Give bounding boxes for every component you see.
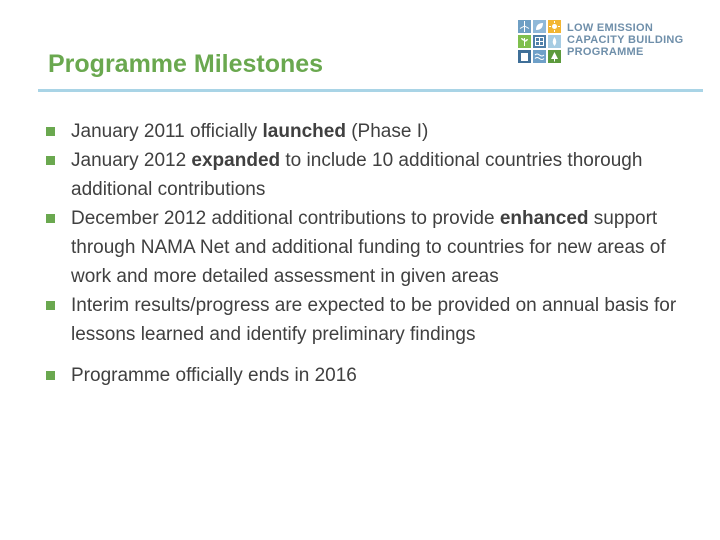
sun-icon	[548, 20, 561, 33]
square-bullet-icon	[46, 371, 55, 380]
drop-icon	[548, 35, 561, 48]
logo-line-3: PROGRAMME	[567, 46, 644, 58]
square-bullet-icon	[46, 156, 55, 165]
bullet-text: support through NAMA Net and additional funding to countries for new areas of work and more detailed assessment in given areas	[71, 208, 666, 287]
tree-icon	[548, 50, 561, 63]
bullet-emphasis: expanded	[191, 150, 281, 171]
logo-icon-grid	[518, 20, 561, 63]
bullet-text: December 2012 additional contributions to provide	[71, 208, 500, 229]
bullet-emphasis: enhanced	[499, 208, 589, 229]
bullet-text: January 2011 officially	[71, 121, 263, 142]
bullet-text: Programme officially ends in 2016	[71, 365, 357, 386]
bullet-text: January 2012	[71, 150, 192, 171]
wind-turbine-icon	[518, 20, 531, 33]
list-item	[44, 204, 704, 291]
bullet-text: to include 10 additional countries thorough additional contributions	[71, 150, 643, 200]
waves-icon	[533, 50, 546, 63]
bullet-text: Interim results/progress are expected to be provided on annual basis for lessons learned and identify preliminary findings	[71, 295, 677, 345]
slide-title: Programme Milestones	[48, 50, 324, 78]
list-item	[44, 146, 704, 204]
logo-line-1: LOW EMISSION	[567, 22, 654, 34]
list-item	[44, 361, 704, 390]
logo-text	[567, 22, 684, 58]
leaf-icon	[533, 20, 546, 33]
building-icon	[518, 50, 531, 63]
title-divider	[38, 89, 703, 92]
square-bullet-icon	[46, 214, 55, 223]
plant-icon	[518, 35, 531, 48]
square-bullet-icon	[46, 127, 55, 136]
list-item	[44, 291, 704, 349]
square-bullet-icon	[46, 301, 55, 310]
bullet-text: (Phase I)	[345, 121, 429, 142]
bullet-emphasis: launched	[262, 121, 346, 142]
grid-icon	[533, 35, 546, 48]
milestone-list	[44, 117, 704, 390]
list-item	[44, 117, 704, 146]
logo-line-2: CAPACITY BUILDING	[567, 34, 684, 46]
lecb-logo	[518, 20, 684, 64]
